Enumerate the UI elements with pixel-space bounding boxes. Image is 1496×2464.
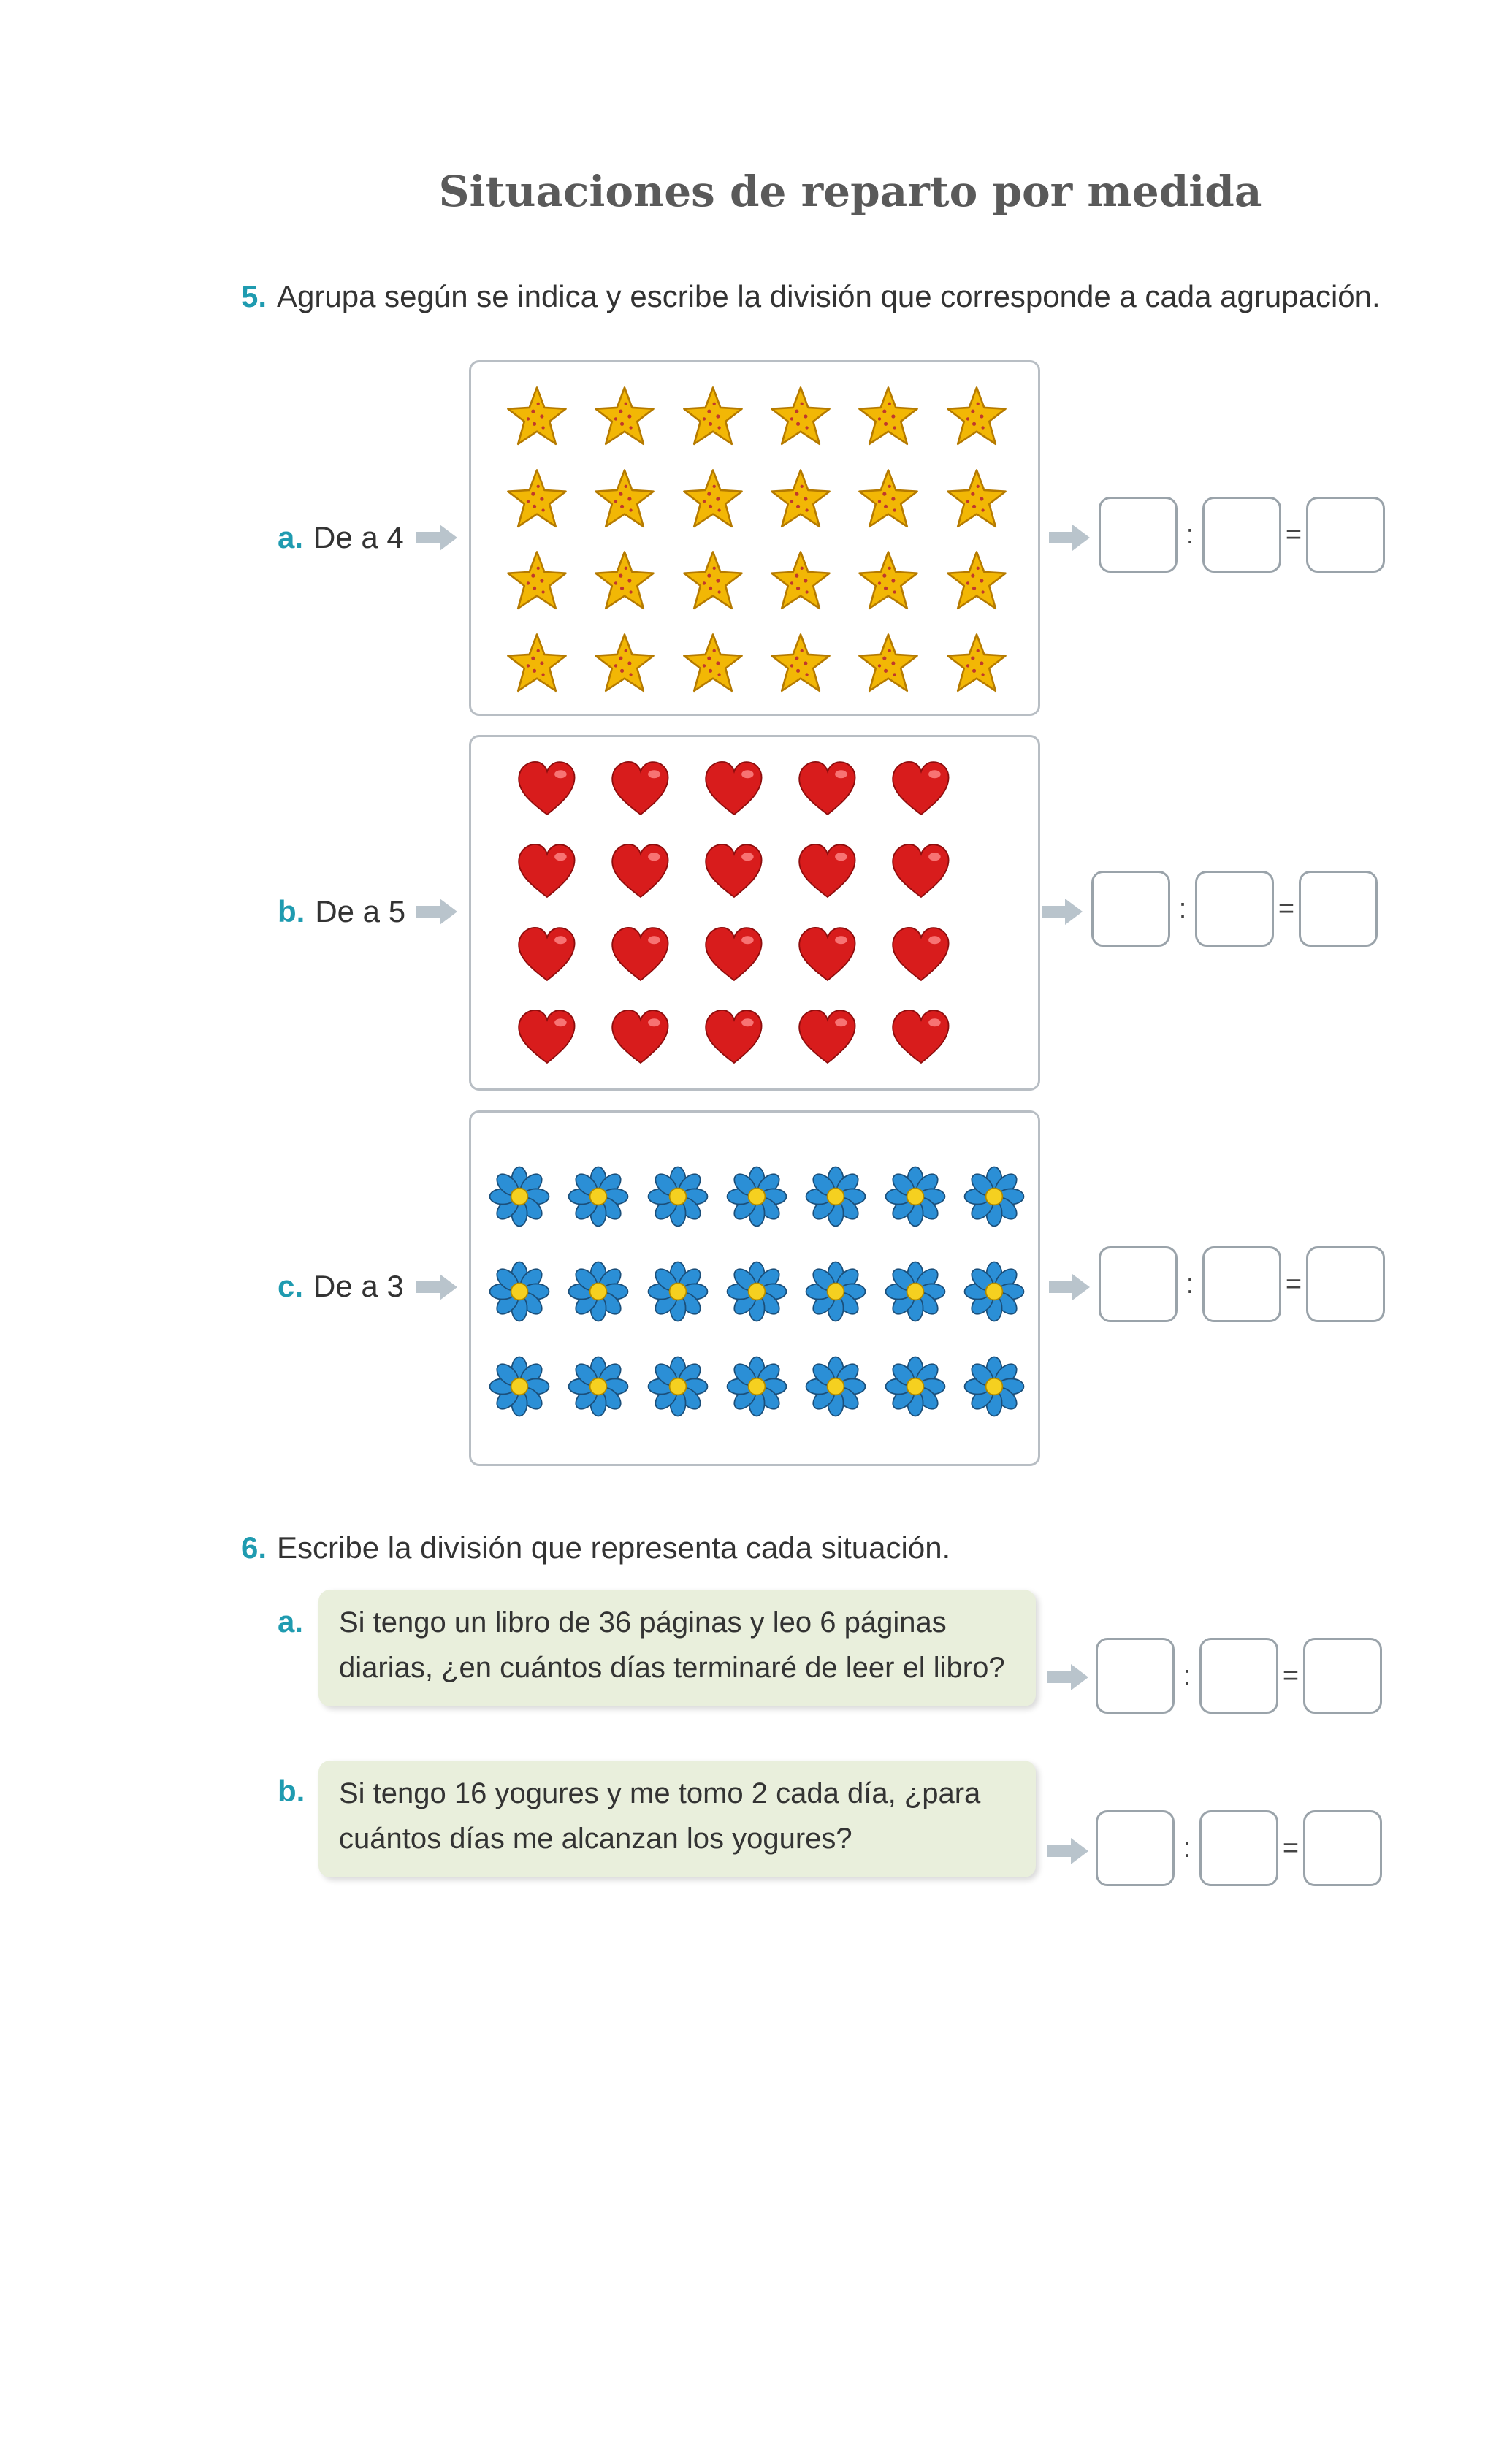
quotient-box[interactable] <box>1306 497 1385 573</box>
equals-sign: = <box>1282 1832 1300 1864</box>
heart-icon <box>874 913 968 996</box>
flower-icon <box>559 1149 638 1244</box>
equation-b <box>1091 871 1378 947</box>
star-icon <box>933 540 1020 622</box>
flower-icon <box>638 1149 717 1244</box>
heart-icon <box>687 747 781 831</box>
row-text: De a 5 <box>315 894 406 928</box>
flower-icon <box>480 1149 559 1244</box>
equation-c <box>1099 1246 1385 1322</box>
heart-icon <box>874 831 968 914</box>
exercise-6-instruction <box>241 1530 950 1565</box>
star-icon <box>669 458 757 541</box>
arrow-right-icon <box>1040 897 1084 926</box>
heart-icon <box>781 996 874 1080</box>
exercise-number: 5. <box>241 279 267 313</box>
group-panel-stars <box>469 360 1040 716</box>
star-icon <box>757 622 844 705</box>
heart-icon <box>500 747 594 831</box>
star-icon <box>933 458 1020 541</box>
exercise-number: 6. <box>241 1530 267 1565</box>
flower-icon <box>717 1244 796 1339</box>
page-title: Situaciones de reparto por medida <box>438 167 1262 216</box>
problem-a-card <box>318 1590 1036 1706</box>
arrow-right-icon <box>415 1273 459 1302</box>
flower-icon <box>875 1244 954 1339</box>
row-c-label <box>278 1269 404 1304</box>
equation-6a <box>1096 1638 1382 1714</box>
star-icon <box>933 622 1020 705</box>
dividend-box[interactable] <box>1091 871 1170 947</box>
star-icon <box>493 622 581 705</box>
star-icon <box>757 458 844 541</box>
star-icon <box>493 458 581 541</box>
star-icon <box>581 375 668 458</box>
quotient-box[interactable] <box>1303 1638 1382 1714</box>
heart-icon <box>594 913 687 996</box>
flower-icon <box>796 1339 875 1434</box>
flower-icon <box>717 1339 796 1434</box>
star-icon <box>844 540 932 622</box>
row-b-label <box>278 894 405 929</box>
divisor-box[interactable] <box>1195 871 1274 947</box>
heart-icon <box>874 996 968 1080</box>
heart-icon <box>687 996 781 1080</box>
equation-a <box>1099 497 1385 573</box>
heart-icon <box>594 996 687 1080</box>
star-icon <box>493 375 581 458</box>
divide-sign: : <box>1186 519 1194 550</box>
flower-icon <box>796 1244 875 1339</box>
dividend-box[interactable] <box>1099 497 1178 573</box>
equals-sign: = <box>1285 519 1302 550</box>
flower-icon <box>559 1339 638 1434</box>
star-icon <box>844 458 932 541</box>
star-icon <box>757 540 844 622</box>
group-panel-hearts <box>469 735 1040 1091</box>
equals-sign: = <box>1278 893 1295 924</box>
arrow-right-icon <box>1046 1836 1090 1866</box>
heart-icon <box>687 913 781 996</box>
group-panel-flowers <box>469 1110 1040 1466</box>
quotient-box[interactable] <box>1303 1810 1382 1886</box>
arrow-right-icon <box>1047 1273 1091 1302</box>
row-letter: b. <box>278 894 305 928</box>
star-icon <box>669 540 757 622</box>
problem-b-card <box>318 1761 1036 1877</box>
flower-icon <box>638 1244 717 1339</box>
problem-b-text: Si tengo 16 yogures y me tomo 2 cada día, ¿para cuántos días me alcanzan los yogures? <box>339 1777 981 1855</box>
row-text: De a 3 <box>313 1269 404 1303</box>
star-icon <box>844 375 932 458</box>
arrow-right-icon <box>1046 1663 1090 1692</box>
row-letter: a. <box>278 520 304 554</box>
dividend-box[interactable] <box>1099 1246 1178 1322</box>
instruction-text: Agrupa según se indica y escribe la división que corresponde a cada agrupación. <box>277 279 1381 313</box>
instruction-text: Escribe la división que representa cada situación. <box>277 1530 951 1565</box>
quotient-box[interactable] <box>1306 1246 1385 1322</box>
divide-sign: : <box>1178 893 1187 924</box>
equation-6b <box>1096 1810 1382 1886</box>
quotient-box[interactable] <box>1299 871 1378 947</box>
exercise-5-instruction <box>241 279 1381 314</box>
heart-icon <box>500 913 594 996</box>
row-a-label <box>278 520 404 555</box>
star-icon <box>581 540 668 622</box>
divide-sign: : <box>1183 1660 1191 1691</box>
problem-a-text: Si tengo un libro de 36 páginas y leo 6 páginas diarias, ¿en cuántos días terminaré de leer el libro? <box>339 1606 1005 1684</box>
divide-sign: : <box>1186 1268 1194 1300</box>
heart-icon <box>500 996 594 1080</box>
flower-icon <box>875 1339 954 1434</box>
equals-sign: = <box>1282 1660 1300 1691</box>
star-icon <box>581 458 668 541</box>
heart-icon <box>687 831 781 914</box>
flower-icon <box>955 1149 1034 1244</box>
divisor-box[interactable] <box>1199 1638 1278 1714</box>
problem-a-letter: a. <box>278 1604 304 1639</box>
star-icon <box>493 540 581 622</box>
heart-icon <box>594 831 687 914</box>
flower-icon <box>638 1339 717 1434</box>
star-icon <box>933 375 1020 458</box>
flower-icon <box>955 1339 1034 1434</box>
arrow-right-icon <box>415 523 459 552</box>
dividend-box[interactable] <box>1096 1810 1175 1886</box>
heart-icon <box>500 831 594 914</box>
dividend-box[interactable] <box>1096 1638 1175 1714</box>
divisor-box[interactable] <box>1202 1246 1281 1322</box>
heart-icon <box>781 913 874 996</box>
heart-icon <box>781 831 874 914</box>
heart-icon <box>594 747 687 831</box>
divisor-box[interactable] <box>1202 497 1281 573</box>
heart-icon <box>781 747 874 831</box>
flower-icon <box>559 1244 638 1339</box>
equals-sign: = <box>1285 1268 1302 1300</box>
star-icon <box>844 622 932 705</box>
problem-b-letter: b. <box>278 1774 305 1808</box>
divide-sign: : <box>1183 1832 1191 1864</box>
star-icon <box>669 622 757 705</box>
flower-icon <box>480 1339 559 1434</box>
row-text: De a 4 <box>313 520 404 554</box>
flower-icon <box>796 1149 875 1244</box>
star-icon <box>757 375 844 458</box>
star-icon <box>669 375 757 458</box>
flower-icon <box>717 1149 796 1244</box>
heart-icon <box>874 747 968 831</box>
flower-icon <box>955 1244 1034 1339</box>
arrow-right-icon <box>1047 523 1091 552</box>
flower-icon <box>480 1244 559 1339</box>
row-letter: c. <box>278 1269 304 1303</box>
star-icon <box>581 622 668 705</box>
divisor-box[interactable] <box>1199 1810 1278 1886</box>
arrow-right-icon <box>415 897 459 926</box>
flower-icon <box>875 1149 954 1244</box>
